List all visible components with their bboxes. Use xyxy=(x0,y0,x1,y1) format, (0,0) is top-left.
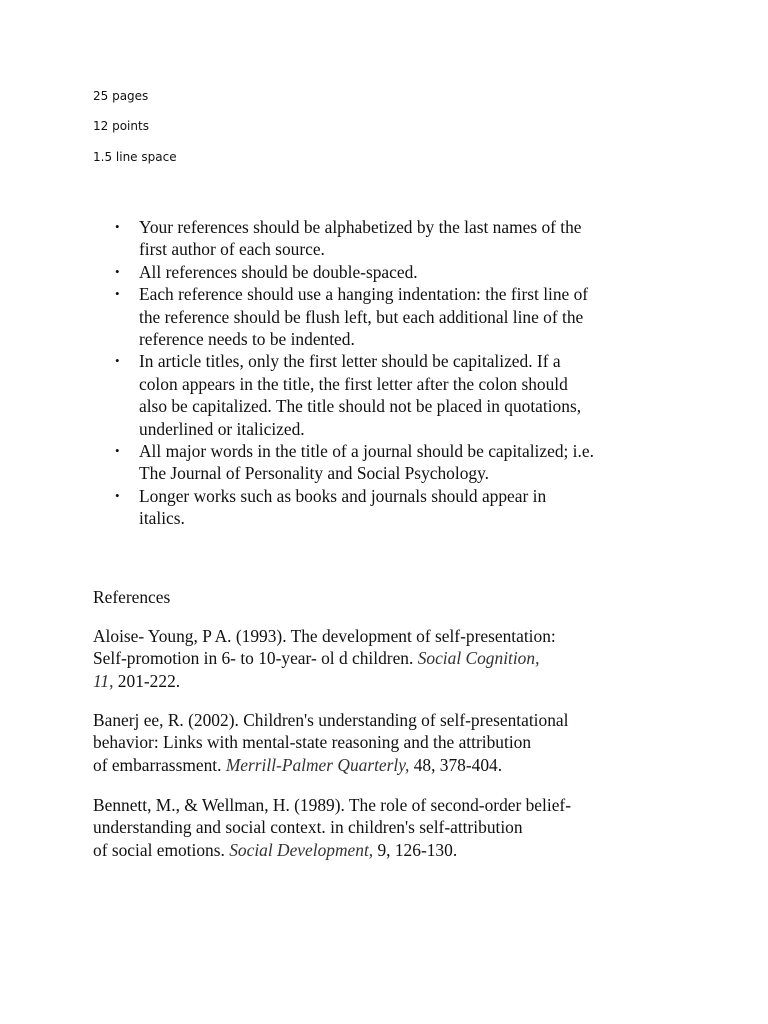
line-spacing-note: 1.5 line space xyxy=(93,150,177,164)
reference-line: 11, 201-222. xyxy=(93,670,181,691)
journal-title: Social Cognition, xyxy=(417,648,540,669)
list-item xyxy=(113,350,693,440)
bullet-icon: • xyxy=(115,443,120,459)
reference-entry xyxy=(93,625,739,692)
reference-line: Banerj ee, R. (2002). Children's understanding of self-presentational xyxy=(93,710,569,730)
list-item-text: All references should be double-spaced. xyxy=(139,261,418,282)
list-item-text: In article titles, only the first letter should be capitalized. If a colon appears in the title, the first letter after the colon should also be capitalized. The title should not be placed in quotations, underlined or italicized. xyxy=(139,351,582,439)
formatting-rules-list xyxy=(113,216,693,530)
reference-entry xyxy=(93,709,739,776)
bullet-icon: • xyxy=(115,487,120,503)
bullet-icon: • xyxy=(115,353,120,369)
journal-title: Merrill-Palmer Quarterly, xyxy=(225,754,410,775)
reference-line: Aloise- Young, P A. (1993). The development of self-presentation: xyxy=(93,626,556,646)
list-item xyxy=(113,440,693,485)
list-item-text: All major words in the title of a journal should be capitalized; i.e. The Journal of Personality and Social Psychology. xyxy=(139,441,594,484)
journal-volume: 11, xyxy=(93,670,114,691)
list-item-text: Each reference should use a hanging indentation: the first line of the reference should be flush left, but each additional line of the reference needs to be indented. xyxy=(139,284,589,350)
reference-line: Self-promotion in 6- to 10-year- ol d children. Social Cognition, xyxy=(93,648,540,669)
bullet-icon: • xyxy=(115,286,120,302)
list-item-text: Longer works such as books and journals should appear in italics. xyxy=(139,485,547,529)
font-size-note: 12 points xyxy=(93,119,149,133)
reference-line: of embarrassment. Merrill-Palmer Quarterly, 48, 378-404. xyxy=(93,754,503,775)
references-heading: References xyxy=(93,587,171,607)
list-item xyxy=(113,216,693,261)
reference-entry xyxy=(93,794,739,861)
list-item xyxy=(113,283,693,350)
list-item-text: Your references should be alphabetized by the last names of the first author of each source. xyxy=(139,217,582,260)
list-item xyxy=(113,261,693,283)
bullet-icon: • xyxy=(115,263,120,279)
reference-line: behavior: Links with mental-state reasoning and the attribution xyxy=(93,732,532,753)
reference-line: Bennett, M., & Wellman, H. (1989). The role of second-order belief- xyxy=(93,795,571,815)
page-count-note: 25 pages xyxy=(93,89,149,103)
bullet-icon: • xyxy=(115,219,120,234)
journal-title: Social Development, xyxy=(229,839,374,860)
reference-line: of social emotions. Social Development, 9, 126-130. xyxy=(93,839,458,860)
reference-line: understanding and social context. in children's self-attribution xyxy=(93,817,523,838)
list-item xyxy=(113,485,693,530)
